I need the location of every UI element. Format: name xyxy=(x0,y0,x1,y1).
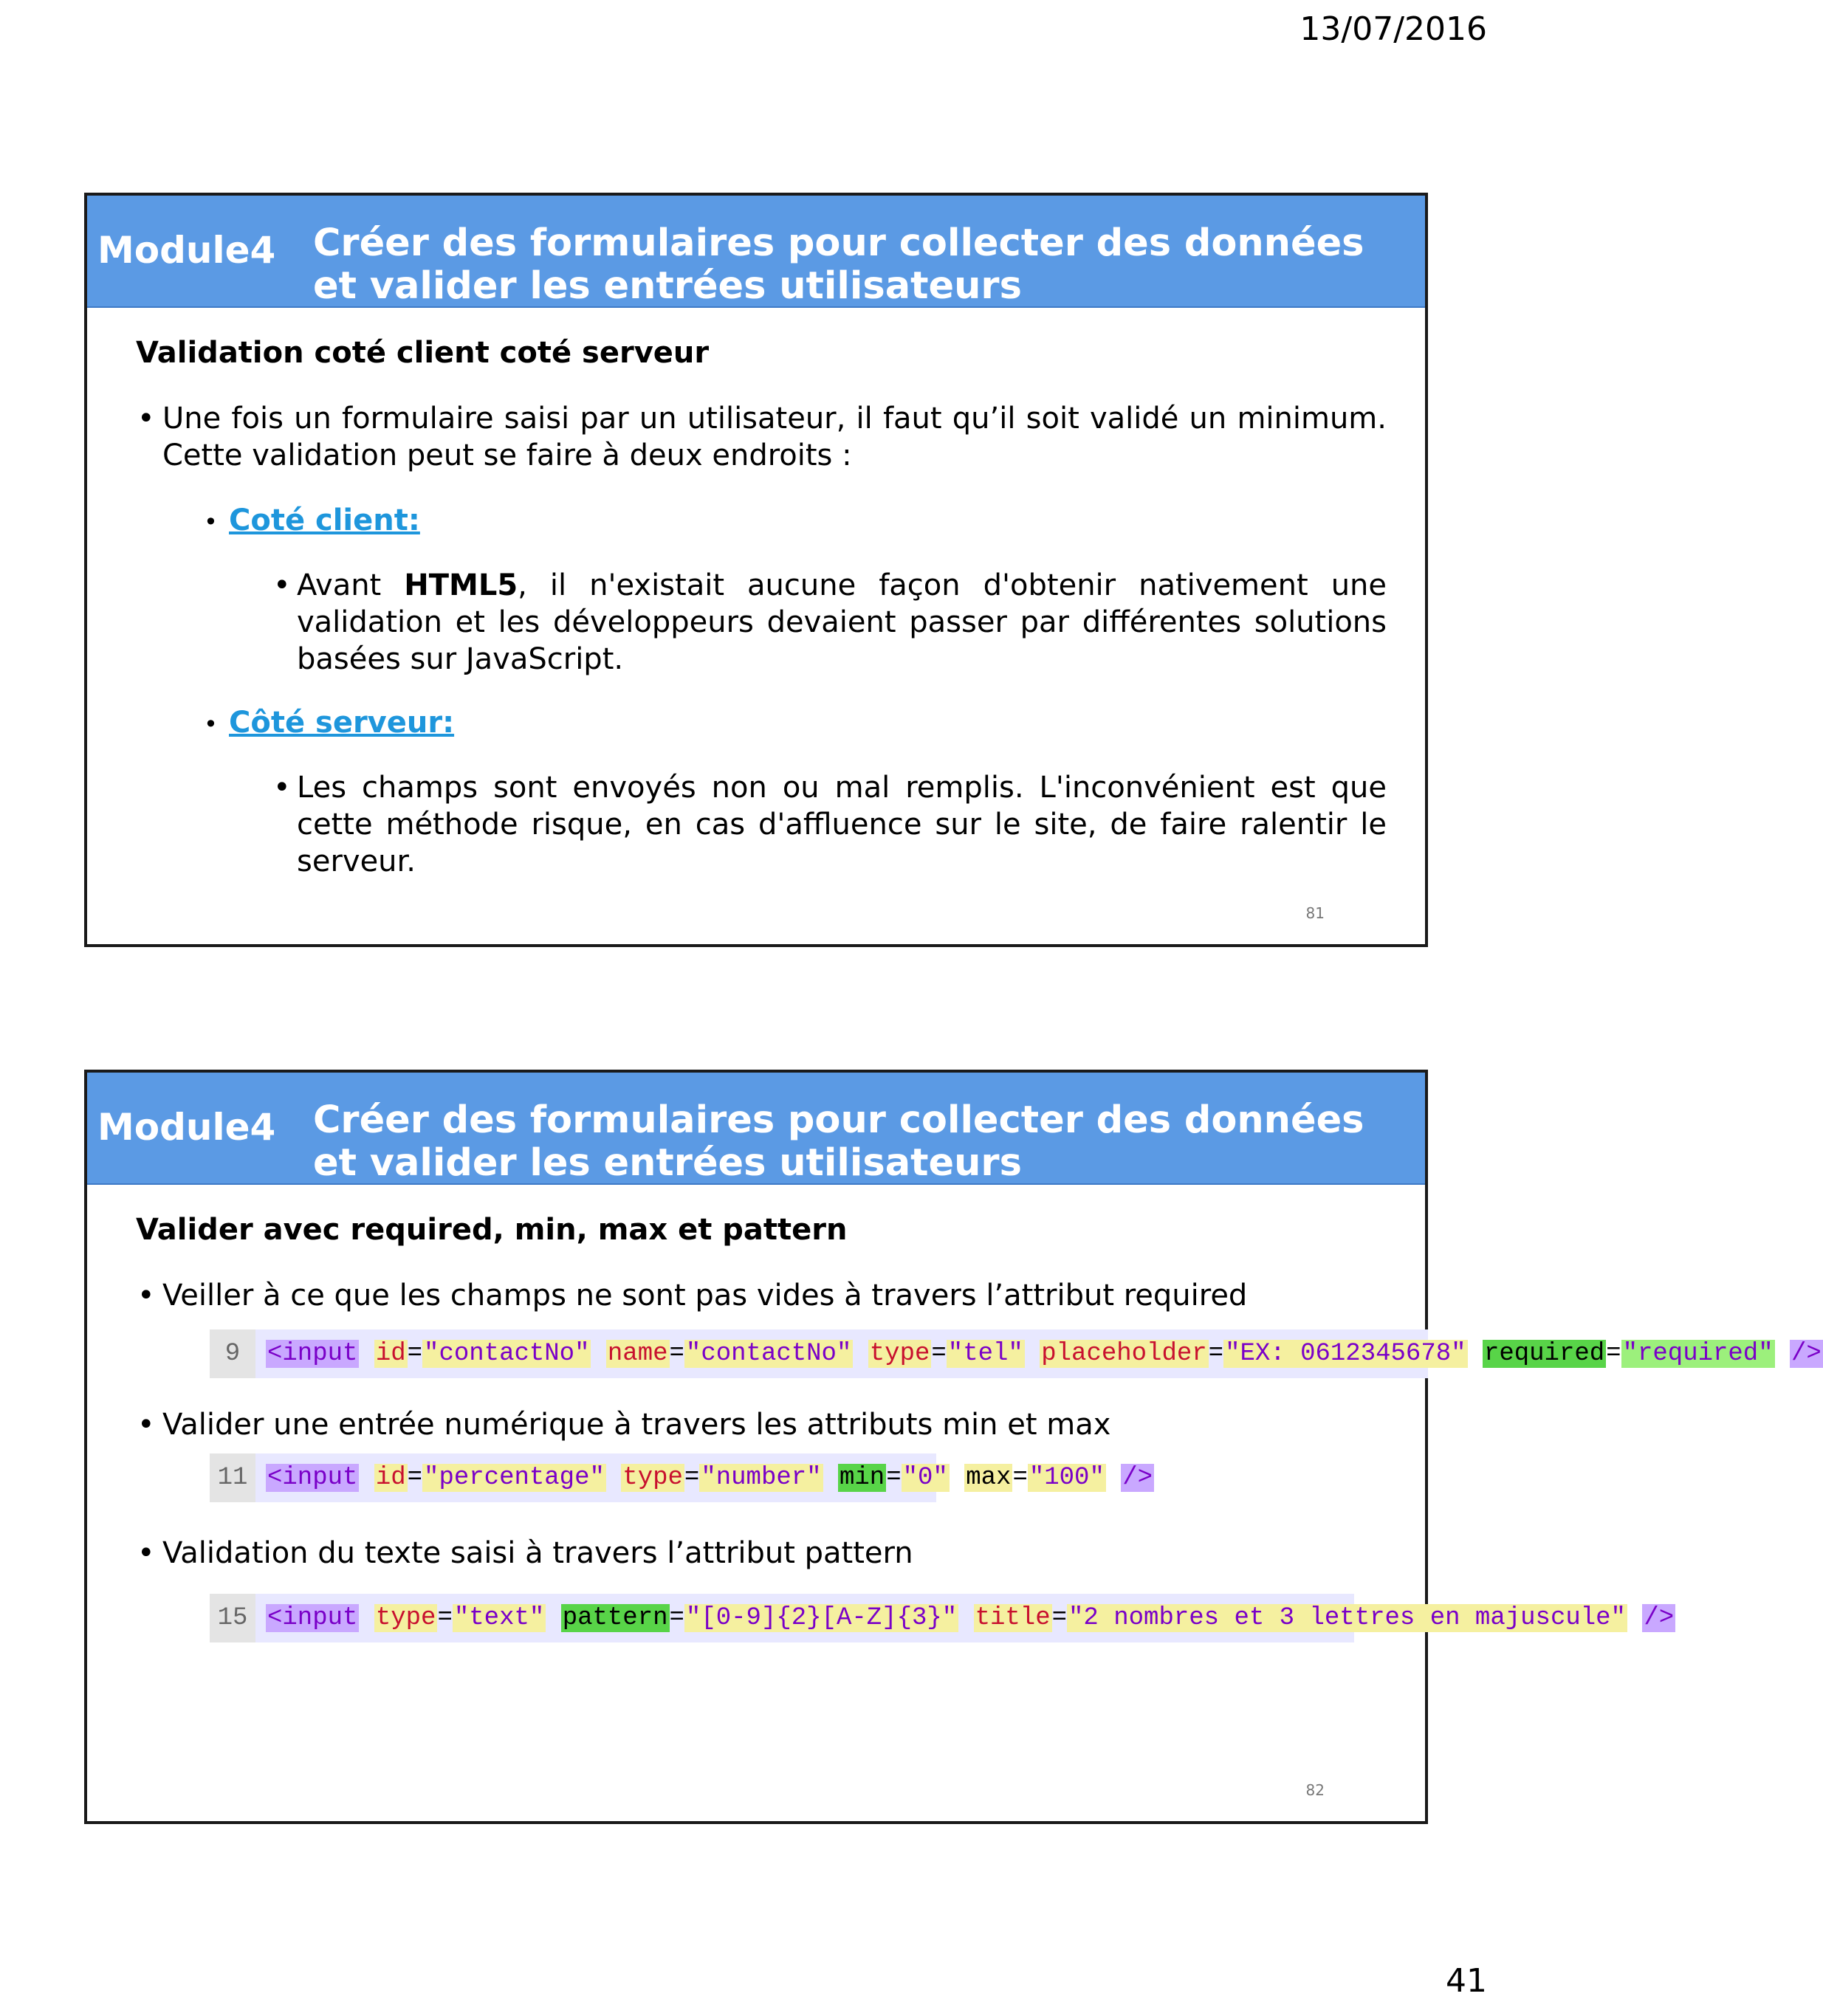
server-side-heading: Côté serveur: xyxy=(229,706,455,740)
code-value: "contactNo" xyxy=(685,1340,852,1368)
bullet-icon: • xyxy=(137,1536,155,1570)
code-attr: id xyxy=(375,1464,406,1492)
code-value: "contactNo" xyxy=(424,1340,590,1368)
code-tag: <input xyxy=(267,1604,358,1632)
code-value: "tel" xyxy=(947,1340,1023,1368)
code-value: "100" xyxy=(1029,1464,1105,1492)
slide-number: 82 xyxy=(1305,1781,1325,1799)
code-tag-end: /> xyxy=(1791,1340,1822,1368)
sub-bullet-server xyxy=(204,704,455,741)
code-value: "number" xyxy=(701,1464,822,1492)
code-attr: placeholder xyxy=(1041,1340,1207,1368)
bullet-icon: • xyxy=(273,568,291,602)
bullet-icon: • xyxy=(137,402,155,436)
slide-82 xyxy=(84,1070,1822,1824)
code-tag-end: /> xyxy=(1644,1604,1675,1632)
code-snippet-pattern: 15 <input type="text" pattern="[0-9]{2}[A-Z]{3}" title="2 nombres et 3 lettres en majuscule" /> xyxy=(210,1594,1354,1642)
code-attr-highlight: pattern xyxy=(562,1604,668,1632)
page-number: 41 xyxy=(1446,1962,1487,2000)
bullet-text: Valider une entrée numérique à travers les attributs min et max xyxy=(162,1408,1111,1442)
bullet-item xyxy=(137,400,1387,474)
bullet-text-bold: HTML5 xyxy=(404,568,518,602)
line-number: 9 xyxy=(210,1329,255,1378)
bullet-text-pre: Avant xyxy=(297,568,405,602)
code-attr: name xyxy=(607,1340,668,1368)
page-date: 13/07/2016 xyxy=(1300,10,1487,48)
slide-number: 81 xyxy=(1305,904,1325,922)
code-attr-highlight: required xyxy=(1483,1340,1605,1368)
bullet-text: Une fois un formulaire saisi par un utilisateur, il faut qu’il soit validé un minimum. Cette validation peut se faire à deux endroits : xyxy=(162,402,1387,472)
code-value: "percentage" xyxy=(424,1464,605,1492)
code-attr: type xyxy=(869,1340,930,1368)
bullet-icon: • xyxy=(204,710,218,738)
bullet-item xyxy=(137,1406,1403,1443)
line-number: 15 xyxy=(210,1594,255,1642)
code-tag: <input xyxy=(267,1464,358,1492)
slide-header xyxy=(87,196,1425,308)
module-label: Module4 xyxy=(97,229,276,272)
slide-81 xyxy=(84,193,1428,947)
slide-title: Créer des formulaires pour collecter des données et valider les entrées utilisateurs xyxy=(313,221,1364,308)
client-side-heading: Coté client: xyxy=(229,503,420,537)
bullet-item xyxy=(273,769,1387,880)
code-snippet-min-max: 11 <input id="percentage" type="number" min="0" max="100" /> xyxy=(210,1453,936,1502)
bullet-icon: • xyxy=(273,771,291,805)
bullet-text: Validation du texte saisi à travers l’attribut pattern xyxy=(162,1536,913,1570)
code-tag-end: /> xyxy=(1122,1464,1153,1492)
code-value: "[0-9]{2}[A-Z]{3}" xyxy=(685,1604,958,1632)
bullet-item xyxy=(137,1535,1403,1572)
code-attr-highlight: min xyxy=(839,1464,885,1492)
slide-header xyxy=(87,1073,1425,1185)
module-label: Module4 xyxy=(97,1106,276,1149)
slide-title: Créer des formulaires pour collecter des données et valider les entrées utilisateurs xyxy=(313,1098,1364,1185)
code-tag: <input xyxy=(267,1340,358,1368)
code-attr: id xyxy=(375,1340,406,1368)
bullet-icon: • xyxy=(137,1408,155,1442)
bullet-icon: • xyxy=(204,508,218,536)
code-value: "text" xyxy=(453,1604,545,1632)
bullet-item xyxy=(137,1277,1403,1314)
section-heading: Valider avec required, min, max et pattern xyxy=(136,1213,848,1247)
code-value: "2 nombres et 3 lettres en majuscule" xyxy=(1068,1604,1626,1632)
code-value: "EX: 0612345678" xyxy=(1225,1340,1466,1368)
code-value-highlight: "required" xyxy=(1622,1340,1774,1368)
code-attr: max xyxy=(966,1464,1012,1492)
bullet-item xyxy=(273,567,1387,678)
code-snippet-required: 9 <input id="contactNo" name="contactNo" type="tel" placeholder="EX: 0612345678" required="required" /> xyxy=(210,1329,1428,1378)
code-attr: type xyxy=(622,1464,683,1492)
code-attr: title xyxy=(975,1604,1051,1632)
bullet-text: Les champs sont envoyés non ou mal remplis. L'inconvénient est que cette méthode risque, en cas d'affluence sur le site, de faire ralentir le serveur. xyxy=(297,771,1387,878)
code-value: "0" xyxy=(902,1464,948,1492)
line-number: 11 xyxy=(210,1453,255,1502)
bullet-text-post: , il n'existait aucune façon d'obtenir nativement une validation et les développeurs devaient passer par différentes solutions basées sur JavaScript. xyxy=(297,568,1387,676)
bullet-text: Veiller à ce que les champs ne sont pas vides à travers l’attribut required xyxy=(162,1279,1248,1313)
bullet-icon: • xyxy=(137,1279,155,1313)
section-heading: Validation coté client coté serveur xyxy=(136,336,710,370)
sub-bullet-client xyxy=(204,502,420,539)
code-attr: type xyxy=(375,1604,436,1632)
